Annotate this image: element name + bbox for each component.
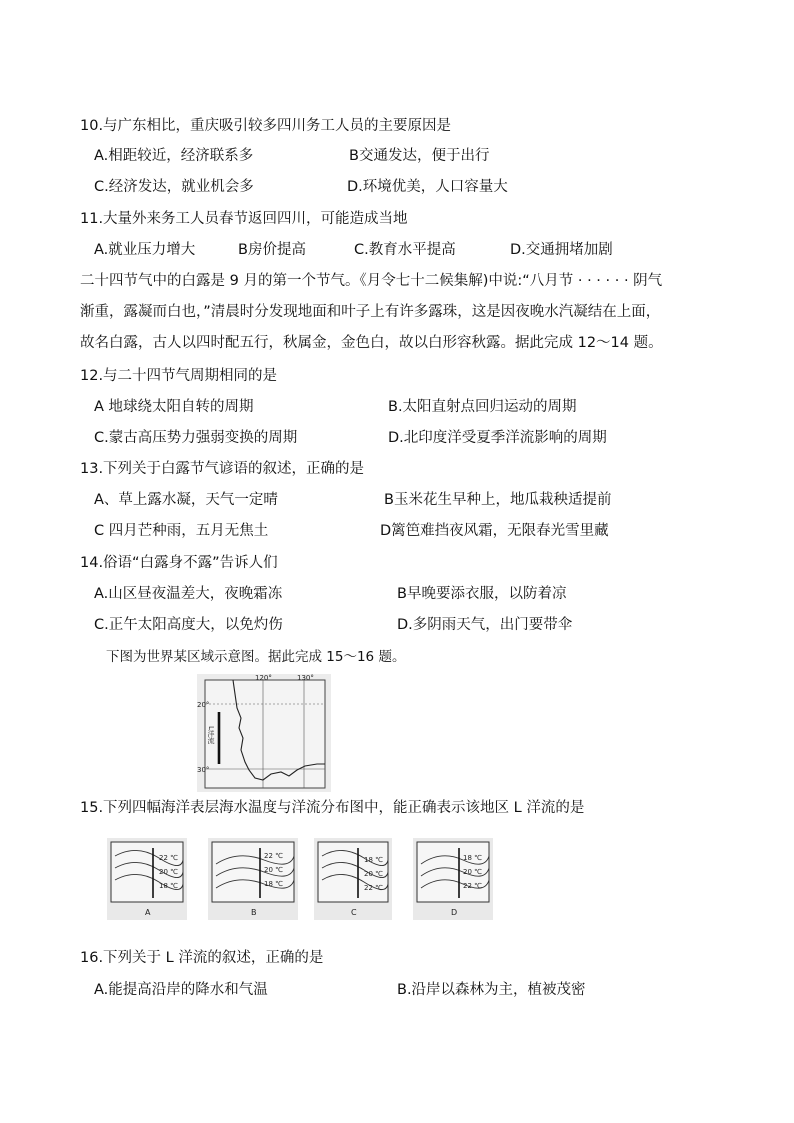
passage-line-2: 渐重，露凝而白也，”清晨时分发现地面和叶子上有许多露珠，这是因夜晚水汽凝结在上面， bbox=[80, 304, 661, 320]
panel-c-label-1: 18 ℃ bbox=[364, 856, 383, 864]
q16-option-a: A.能提高沿岸的降水和气温 bbox=[94, 982, 268, 998]
panel-b-letter: B bbox=[251, 908, 257, 917]
map-lat-30: 30° bbox=[197, 766, 210, 774]
q11-option-a: A.就业压力增大 bbox=[94, 242, 196, 258]
map-lon-120: 120° bbox=[255, 674, 272, 682]
q12-option-b: B.太阳直射点回归运动的周期 bbox=[388, 399, 577, 415]
q13-option-d: D篱笆难挡夜风霜，无限春光雪里藏 bbox=[380, 523, 609, 539]
q11-option-d: D.交通拥堵加剧 bbox=[510, 242, 613, 258]
q15-stem: 15.下列四幅海洋表层海水温度与洋流分布图中，能正确表示该地区 L 洋流的是 bbox=[80, 800, 585, 816]
map-lon-130: 130° bbox=[297, 674, 314, 682]
passage-line-1: 二十四节气中的白露是 9 月的第一个节气。《月令七十二候集解)中说:“八月节 · · · · · · 阴气 bbox=[80, 273, 663, 289]
q11-option-b: B房价提高 bbox=[238, 242, 306, 258]
q14-option-a: A.山区昼夜温差大，夜晚霜冻 bbox=[94, 586, 283, 602]
q10-option-d: D.环境优美，人口容量大 bbox=[347, 179, 508, 195]
q11-option-c: C.教育水平提高 bbox=[354, 242, 456, 258]
panel-c-letter: C bbox=[351, 908, 357, 917]
panel-c-label-3: 22 ℃ bbox=[364, 884, 383, 892]
q12-option-a: A 地球绕太阳自转的周期 bbox=[94, 399, 254, 415]
q11-stem: 11.大量外来务工人员春节返回四川，可能造成当地 bbox=[80, 211, 408, 227]
panel-d-letter: D bbox=[451, 908, 458, 917]
q12-stem: 12.与二十四节气周期相同的是 bbox=[80, 368, 278, 384]
panel-d-label-3: 22 ℃ bbox=[463, 882, 482, 890]
region-map bbox=[197, 674, 331, 792]
q16-option-b: B.沿岸以森林为主，植被茂密 bbox=[397, 982, 586, 998]
panel-b bbox=[208, 838, 298, 920]
q13-option-a: A、草上露水凝，天气一定晴 bbox=[94, 492, 278, 508]
map-intro: 下图为世界某区域示意图。据此完成 15～16 题。 bbox=[106, 649, 406, 665]
q12-option-d: D.北印度洋受夏季洋流影响的周期 bbox=[388, 430, 607, 446]
map-lat-20: 20° bbox=[197, 701, 210, 709]
q13-stem: 13.下列关于白露节气谚语的叙述，正确的是 bbox=[80, 461, 365, 477]
q12-option-c: C.蒙古高压势力强弱变换的周期 bbox=[94, 430, 298, 446]
panel-c-label-2: 20 ℃ bbox=[364, 870, 383, 878]
panel-d-label-1: 18 ℃ bbox=[463, 854, 482, 862]
q13-option-c: C 四月芒种雨，五月无焦土 bbox=[94, 523, 269, 539]
panel-c bbox=[314, 838, 392, 920]
passage-line-3: 故名白露，古人以四时配五行，秋属金，金色白，故以白形容秋露。据此完成 12～14 题。 bbox=[80, 335, 663, 351]
panel-a-label-3: 18 ℃ bbox=[159, 882, 178, 890]
panel-a-label-1: 22 ℃ bbox=[159, 854, 178, 862]
q14-option-b: B早晚要添衣服，以防着凉 bbox=[397, 586, 567, 602]
q10-option-b: B交通发达，便于出行 bbox=[349, 148, 490, 164]
q10-stem: 10.与广东相比，重庆吸引较多四川务工人员的主要原因是 bbox=[80, 118, 452, 134]
panel-b-label-3: 18 ℃ bbox=[264, 880, 283, 888]
q14-stem: 14.俗语“白露身不露”告诉人们 bbox=[80, 555, 278, 571]
q10-option-a: A.相距较近，经济联系多 bbox=[94, 148, 254, 164]
q14-option-d: D.多阴雨天气，出门要带伞 bbox=[397, 617, 573, 633]
panel-b-label-2: 20 ℃ bbox=[264, 866, 283, 874]
panel-b-label-1: 22 ℃ bbox=[264, 852, 283, 860]
map-current-label: L洋流 bbox=[207, 726, 215, 744]
panel-a-label-2: 20 ℃ bbox=[159, 868, 178, 876]
panel-d-label-2: 20 ℃ bbox=[463, 868, 482, 876]
q16-stem: 16.下列关于 L 洋流的叙述，正确的是 bbox=[80, 950, 324, 966]
panel-a-letter: A bbox=[145, 908, 151, 917]
q14-option-c: C.正午太阳高度大，以免灼伤 bbox=[94, 617, 283, 633]
panel-d bbox=[413, 838, 493, 920]
q10-option-c: C.经济发达，就业机会多 bbox=[94, 179, 254, 195]
panel-a bbox=[107, 838, 187, 920]
q13-option-b: B玉米花生早种上，地瓜栽秧适提前 bbox=[384, 492, 612, 508]
